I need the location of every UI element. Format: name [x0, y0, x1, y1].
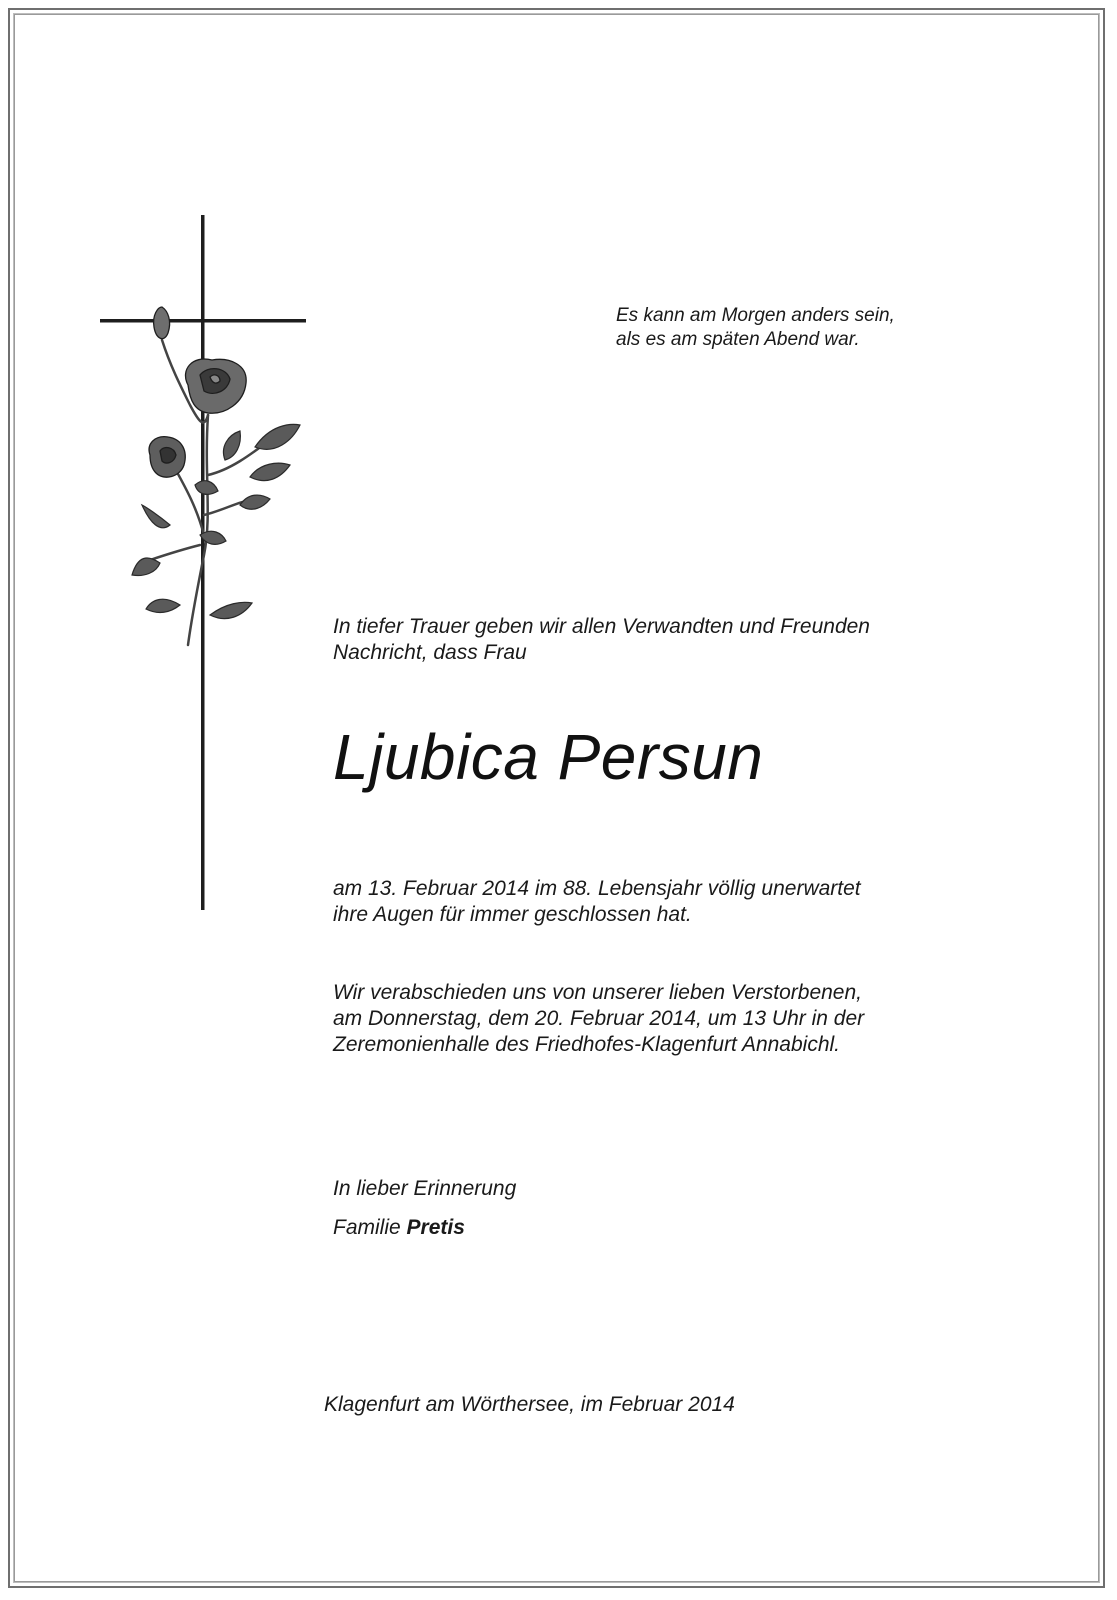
death-line-1: am 13. Februar 2014 im 88. Lebensjahr völlig unerwartet	[333, 877, 861, 900]
funeral-line-1: Wir verabschieden uns von unserer lieben Verstorbenen,	[333, 981, 862, 1004]
quote-line-1: Es kann am Morgen anders sein,	[616, 305, 895, 326]
funeral-line-3: Zeremonienhalle des Friedhofes-Klagenfurt Annabichl.	[333, 1033, 841, 1056]
family-prefix: Familie	[333, 1216, 401, 1239]
place-and-date: Klagenfurt am Wörthersee, im Februar 2014	[324, 1393, 735, 1416]
death-notice	[333, 876, 861, 928]
funeral-line-2: am Donnerstag, dem 20. Februar 2014, um 13 Uhr in der	[333, 1007, 865, 1030]
quote-line-2: als es am späten Abend war.	[616, 329, 860, 350]
intro-line-2: Nachricht, dass Frau	[333, 641, 527, 664]
quote	[616, 304, 895, 352]
death-line-2: ihre Augen für immer geschlossen hat.	[333, 903, 692, 926]
funeral-notice	[333, 980, 864, 1058]
cross-with-rose-icon	[100, 215, 320, 930]
intro-line-1: In tiefer Trauer geben wir allen Verwandten und Freunden	[333, 615, 870, 638]
family-name: Pretis	[406, 1216, 465, 1239]
intro-text	[333, 614, 870, 666]
family-signature	[333, 1215, 465, 1241]
memory-line: In lieber Erinnerung	[333, 1177, 517, 1200]
deceased-name: Ljubica Persun	[333, 721, 764, 793]
